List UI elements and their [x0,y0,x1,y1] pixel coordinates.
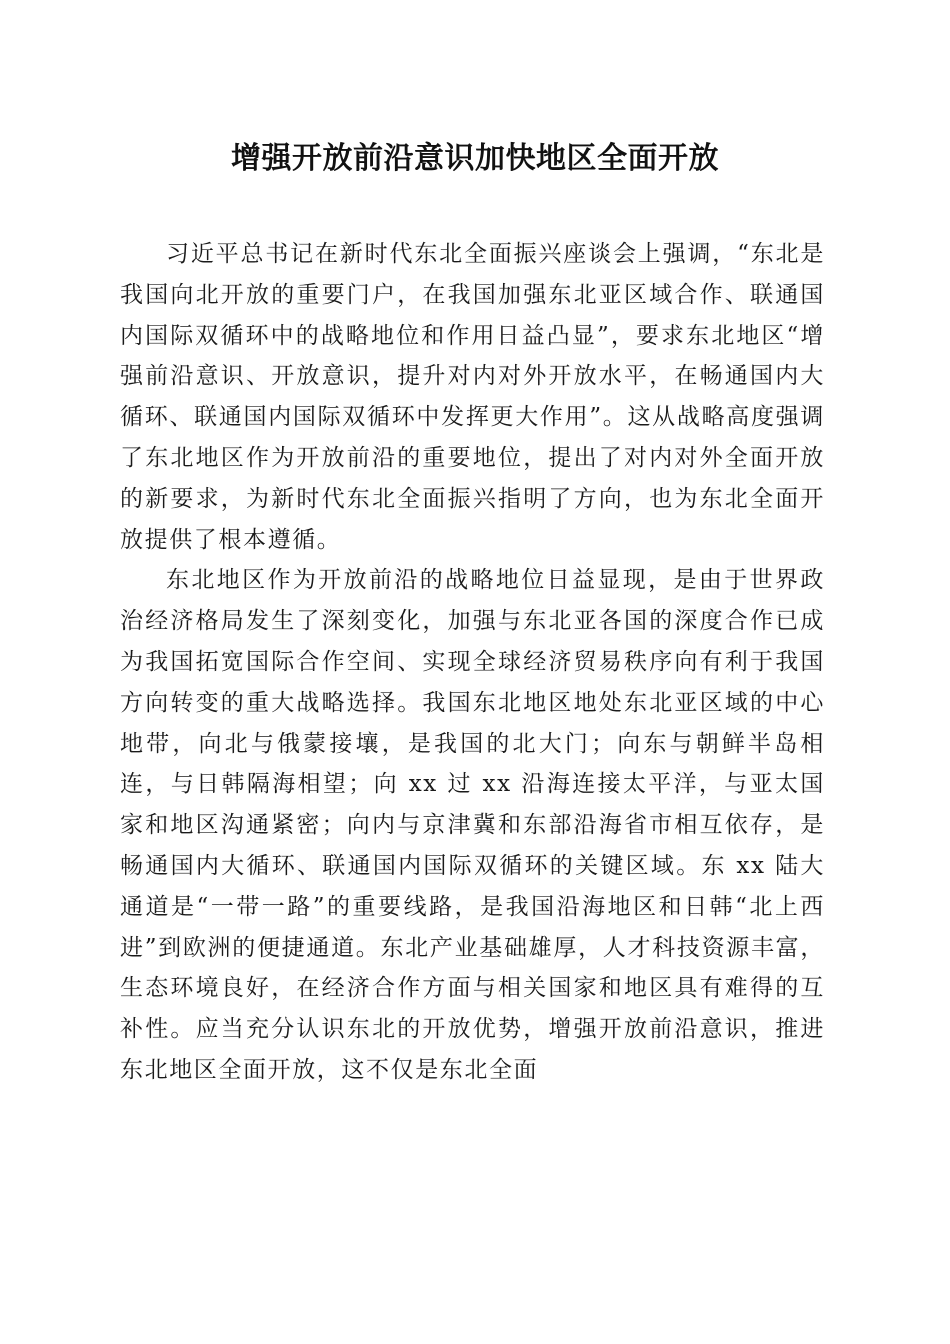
document-title: 增强开放前沿意识加快地区全面开放 [231,141,719,176]
document-body [120,234,825,1091]
paragraph-1: 习近平总书记在新时代东北全面振兴座谈会上强调，“东北是我国向北开放的重要门户，在我国加强东北亚区域合作、联通国内国际双循环中的战略地位和作用日益凸显”，要求东北地区“增强前沿意识、开放意识，提升对内对外开放水平，在畅通国内大循环、联通国内国际双循环中发挥更大作用”。这从战略高度强调了东北地区作为开放前沿的重要地位，提出了对内对外全面开放的新要求，为新时代东北全面振兴指明了方向，也为东北全面开放提供了根本遵循。 [120,241,825,553]
paragraph-2: 东北地区作为开放前沿的战略地位日益显现，是由于世界政治经济格局发生了深刻变化，加强与东北亚各国的深度合作已成为我国拓宽国际合作空间、实现全球经济贸易秩序向有利于我国方向转变的重大战略选择。我国东北地区地处东北亚区域的中心地带，向北与俄蒙接壤，是我国的北大门；向东与朝鲜半岛相连，与日韩隔海相望；向 xx 过 xx 沿海连接太平洋，与亚太国家和地区沟通紧密；向内与京津冀和东部沿海省市相互依存，是畅通国内大循环、联通国内国际双循环的关键区域。东 xx 陆大通道是“一带一路”的重要线路，是我国沿海地区和日韩“北上西进”到欧洲的便捷通道。东北产业基础雄厚，人才科技资源丰富，生态环境良好，在经济合作方面与相关国家和地区具有难得的互补性。应当充分认识东北的开放优势，增强开放前沿意识，推进东北地区全面开放，这不仅是东北全面 [120,567,825,1083]
